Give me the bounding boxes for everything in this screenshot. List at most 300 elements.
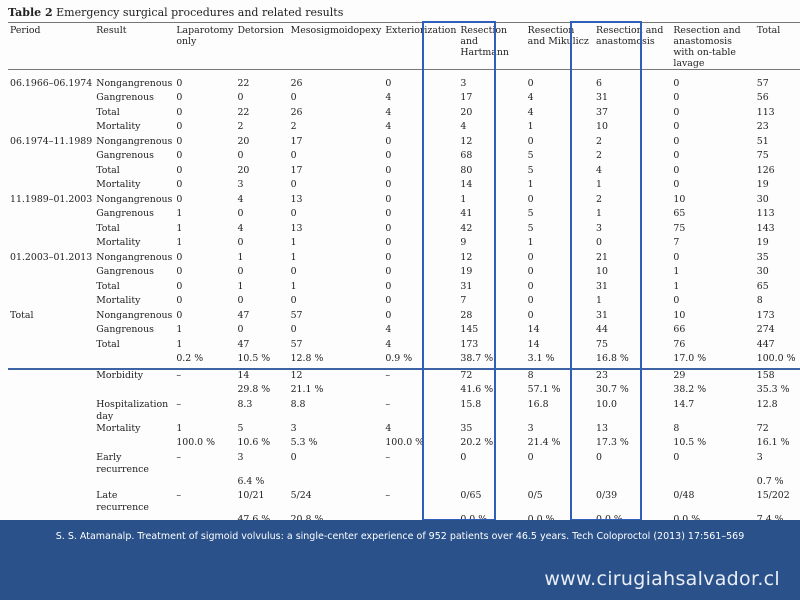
table-cell: 12: [460, 135, 473, 147]
table-cell: 12: [460, 251, 473, 263]
table-cell: [671, 476, 754, 491]
table-cell: Morbidity: [96, 369, 144, 381]
table-cell: 15.8: [460, 398, 482, 410]
table-cell: 0.7 %: [756, 475, 784, 487]
procedures-table: [8, 22, 800, 530]
table-cell: 21.1 %: [290, 384, 324, 395]
table-cell: Total: [96, 338, 120, 350]
table-cell: 1: [176, 338, 183, 350]
table-row: [8, 266, 800, 281]
table-cell: Mortality: [96, 237, 141, 248]
table-cell: [8, 339, 94, 354]
table-cell: [383, 476, 458, 491]
table-cell: 4: [596, 164, 603, 176]
table-row: [8, 295, 800, 310]
table-cell: 0: [673, 451, 680, 463]
table-cell: –: [176, 398, 181, 410]
table-cell: 3: [460, 78, 467, 89]
table-cell: 17: [460, 92, 473, 103]
table-cell: 57: [756, 78, 769, 89]
table-cell: 0: [385, 237, 392, 248]
table-cell: Mortality: [96, 422, 141, 434]
table-cell: 5.3 %: [290, 437, 318, 448]
table-cell: Late recurrence: [96, 490, 149, 513]
table-cell: 0: [527, 451, 534, 463]
table-cell: 9: [460, 237, 467, 248]
table-cell: 0: [673, 150, 680, 161]
table-cell: [8, 92, 94, 107]
table-cell: 17.0 %: [671, 353, 754, 369]
table-cell: 113: [756, 208, 775, 219]
table-cell: 4: [385, 338, 392, 350]
table-cell: 42: [460, 222, 473, 234]
table-cell: 0: [176, 295, 183, 306]
table-cell: 0: [385, 135, 392, 147]
table-cell: 0: [290, 208, 297, 219]
table-cell: 1: [527, 237, 534, 248]
table-cell: 0: [290, 266, 297, 277]
table-cell: 4: [237, 222, 244, 234]
table-cell: 0: [673, 179, 680, 190]
citation-text: S. S. Atamanalp. Treatment of sigmoid volvulus: a single-center experience of 952 patients over 46.5 years. Tech Coloproctol (2013) 17:561–569: [55, 531, 745, 542]
table-cell: [8, 266, 94, 281]
table-cell: [8, 490, 94, 514]
table-cell: 23: [596, 369, 608, 381]
table-cell: 6: [596, 78, 603, 89]
table-cell: 0: [673, 92, 680, 103]
table-row: [8, 237, 800, 252]
table-cell: –: [176, 490, 181, 501]
table-cell: 65: [756, 280, 769, 292]
column-header: Mesosigmoidopexy: [289, 23, 384, 70]
table-cell: 31: [596, 92, 608, 103]
table-cell: –: [385, 451, 391, 463]
table-row: [8, 223, 800, 238]
table-row: [8, 476, 800, 491]
table-cell: 0: [176, 266, 183, 277]
table-cell: 16.1 %: [756, 437, 790, 448]
table-cell: 3.1 %: [526, 353, 594, 369]
table-cell: 0: [385, 295, 392, 306]
table-cell: 22: [237, 106, 250, 118]
table-cell: 1: [460, 193, 467, 205]
table-cell: 100.0 %: [755, 353, 800, 369]
table-cell: 75: [596, 338, 608, 350]
table-cell: 22: [237, 78, 250, 89]
table-cell: 17: [290, 164, 303, 176]
table-cell: 1: [527, 179, 534, 190]
table-row: [8, 353, 800, 369]
table-cell: 75: [673, 222, 686, 234]
table-cell: 30: [756, 266, 769, 277]
table-cell: 0: [527, 78, 534, 89]
table-cell: 76: [673, 338, 686, 350]
table-cell: 0: [176, 106, 183, 118]
table-cell: 35.3 %: [756, 384, 790, 395]
table-row: [8, 252, 800, 267]
table-cell: Total: [96, 222, 120, 234]
table-cell: [8, 399, 94, 423]
table-cell: 0: [385, 164, 392, 176]
table-cell: 01.2003–01.2013: [10, 251, 93, 263]
table-cell: 4: [385, 106, 392, 118]
table-cell: Total: [96, 280, 120, 292]
table-cell: 2: [596, 150, 603, 161]
table-cell: 4: [460, 121, 467, 132]
table-cell: 5: [527, 150, 534, 161]
table-cell: 0: [673, 135, 680, 147]
table-row: [8, 194, 800, 209]
table-cell: 28: [460, 309, 473, 321]
table-cell: 0: [237, 150, 244, 161]
table-row: [8, 179, 800, 194]
table-cell: 14: [527, 338, 540, 350]
table-header-row: [8, 23, 800, 70]
table-cell: –: [176, 451, 181, 463]
table-cell: 4: [385, 92, 392, 103]
footer-bar: [0, 520, 800, 600]
table-cell: [174, 384, 235, 399]
table-cell: 0: [385, 222, 392, 234]
table-cell: 8.8: [290, 398, 306, 410]
table-cell: 0: [673, 295, 680, 306]
table-cell: 5/24: [290, 490, 312, 501]
table-cell: 1: [596, 179, 603, 190]
column-header: Resection and Hartmann: [458, 23, 525, 70]
table-cell: 8: [673, 422, 680, 434]
column-header: Laparotomy only: [174, 23, 235, 70]
table-cell: 80: [460, 164, 473, 176]
table-cell: 0: [237, 208, 244, 219]
column-header: Period: [8, 23, 94, 70]
table-row: [8, 452, 800, 476]
table-cell: 0/65: [460, 490, 482, 501]
table-cell: 158: [756, 369, 775, 381]
table-cell: [8, 384, 94, 399]
table-cell: 8.3: [237, 398, 253, 410]
table-cell: 0: [527, 193, 534, 205]
table-cell: 0: [176, 193, 183, 205]
table-cell: 19: [756, 179, 769, 190]
table-cell: 23: [756, 121, 769, 132]
table-cell: 14.7: [673, 398, 695, 410]
table-cell: [8, 223, 94, 238]
table-cell: Gangrenous: [96, 266, 154, 277]
table-cell: 0: [176, 121, 183, 132]
table-cell: 12.8 %: [289, 353, 384, 369]
table-row: [8, 399, 800, 423]
table-cell: 0: [290, 150, 297, 161]
table-cell: 1: [176, 422, 183, 434]
table-cell: –: [385, 490, 391, 501]
table-cell: 14: [237, 369, 250, 381]
table-cell: Gangrenous: [96, 92, 154, 103]
table-cell: 30: [756, 193, 769, 205]
table-cell: Gangrenous: [96, 150, 154, 161]
table-cell: Total: [96, 164, 120, 176]
table-cell: 35: [756, 251, 769, 263]
table-cell: [8, 324, 94, 339]
table-cell: 0: [385, 251, 392, 263]
table-cell: 0: [176, 92, 183, 103]
table-caption-text: Emergency surgical procedures and related results: [56, 6, 344, 19]
table-cell: 274: [756, 324, 775, 335]
table-cell: [8, 476, 94, 491]
table-cell: 10/21: [237, 490, 265, 501]
table-cell: 3: [237, 179, 244, 190]
table-cell: 1: [527, 121, 534, 132]
table-cell: 1: [290, 280, 297, 292]
table-cell: 0: [385, 179, 392, 190]
table-cell: 1: [673, 266, 680, 277]
table-cell: 0: [527, 251, 534, 263]
table-cell: 0: [385, 280, 392, 292]
table-cell: [94, 476, 174, 491]
table-cell: Gangrenous: [96, 208, 154, 219]
table-cell: 1: [237, 280, 244, 292]
table-cell: 1: [176, 324, 183, 335]
column-header: Resection and anastomosis: [594, 23, 671, 70]
table-cell: 5: [237, 422, 244, 434]
table-cell: [8, 437, 94, 452]
table-cell: 0: [176, 251, 183, 263]
table-cell: [8, 423, 94, 438]
table-cell: 0: [237, 295, 244, 306]
table-cell: 20.2 %: [460, 437, 494, 448]
column-header: Resection and anastomosis with on-table lavage: [671, 23, 754, 70]
table-cell: 06.1974–11.1989: [10, 135, 93, 147]
table-cell: 0/5: [527, 490, 543, 501]
table-cell: 0: [673, 251, 680, 263]
table-cell: 3: [596, 222, 603, 234]
table-cell: 2: [237, 121, 244, 132]
table-cell: 0: [527, 266, 534, 277]
table-cell: 26: [290, 106, 303, 118]
table-cell: 20: [460, 106, 473, 118]
table-cell: Nongangrenous: [96, 309, 173, 321]
table-cell: Nongangrenous: [96, 193, 173, 205]
table-cell: [8, 165, 94, 180]
table-cell: 72: [460, 369, 473, 381]
table-cell: 0: [176, 135, 183, 147]
table-cell: 1: [176, 208, 183, 219]
table-cell: 7: [460, 295, 467, 306]
table-row: [8, 92, 800, 107]
table-cell: 17: [290, 135, 303, 147]
table-cell: 14: [527, 324, 540, 335]
table-cell: Hospitalization day: [96, 398, 169, 422]
table-cell: 0: [290, 451, 297, 463]
table-cell: 75: [756, 150, 769, 161]
table-cell: Mortality: [96, 295, 141, 306]
table-cell: Total: [10, 309, 34, 321]
table-cell: [94, 353, 174, 369]
table-cell: [8, 237, 94, 252]
table-cell: 11.1989–01.2003: [10, 193, 93, 205]
table-cell: 3: [527, 422, 534, 434]
table-cell: 57.1 %: [527, 384, 561, 395]
table-cell: 0: [673, 121, 680, 132]
table-cell: 1: [176, 237, 183, 248]
table-row: [8, 369, 800, 385]
table-cell: 12: [290, 369, 303, 381]
table-cell: Nongangrenous: [96, 251, 173, 263]
table-cell: 47: [237, 338, 250, 350]
table-cell: 0: [237, 266, 244, 277]
table-cell: 38.2 %: [673, 384, 707, 395]
table-cell: Total: [96, 106, 120, 118]
table-cell: 126: [756, 164, 775, 176]
table-row: [8, 339, 800, 354]
table-cell: 13: [596, 422, 608, 434]
table-cell: 72: [756, 422, 769, 434]
table-cell: 31: [596, 309, 608, 321]
table-cell: 0: [237, 324, 244, 335]
table-cell: 4: [237, 193, 244, 205]
table-cell: 0: [385, 208, 392, 219]
table-row: [8, 70, 800, 93]
table-cell: 35: [460, 422, 473, 434]
website-url: www.cirugiahsalvador.cl: [544, 568, 780, 590]
table-cell: 14: [460, 179, 473, 190]
table-cell: [8, 121, 94, 136]
table-cell: 10: [673, 309, 686, 321]
table-cell: 47: [237, 309, 250, 321]
table-cell: 2: [290, 121, 297, 132]
table-row: [8, 310, 800, 325]
table-cell: 0/39: [596, 490, 618, 501]
table-cell: 10.0: [596, 398, 617, 410]
table-cell: 31: [596, 280, 608, 292]
table-cell: [8, 208, 94, 223]
table-cell: 19: [460, 266, 473, 277]
table-cell: Mortality: [96, 121, 141, 132]
table-cell: 0: [385, 309, 392, 321]
table-cell: 2: [596, 135, 603, 147]
table-cell: 6.4 %: [237, 475, 265, 487]
table-cell: 0: [176, 78, 183, 89]
table-cell: 0: [527, 135, 534, 147]
table-cell: 10: [596, 266, 608, 277]
table-cell: [383, 384, 458, 399]
table-cell: 21: [596, 251, 608, 263]
table-cell: 16.8 %: [594, 353, 671, 369]
column-header: Total: [755, 23, 800, 70]
table-cell: 15/202: [756, 490, 790, 501]
table-cell: 1: [290, 251, 297, 263]
table-cell: 0: [385, 193, 392, 205]
table-cell: 10: [596, 121, 608, 132]
table-cell: [289, 476, 384, 491]
table-cell: 1: [596, 208, 603, 219]
table-cell: 68: [460, 150, 473, 161]
table-cell: 0: [673, 106, 680, 118]
table-cell: [8, 452, 94, 476]
table-row: [8, 324, 800, 339]
table-cell: 13: [290, 193, 303, 205]
table-cell: 0: [596, 237, 603, 248]
table-cell: 0: [176, 179, 183, 190]
table-row: [8, 208, 800, 223]
table-cell: 19: [756, 237, 769, 248]
table-cell: 31: [460, 280, 473, 292]
table-cell: [174, 476, 235, 491]
table-cell: 173: [756, 309, 775, 321]
table-cell: [94, 437, 174, 452]
table-cell: 17.3 %: [596, 437, 629, 448]
table-cell: 0: [176, 280, 183, 292]
column-header: Detorsion: [235, 23, 288, 70]
table-row: [8, 490, 800, 514]
table-cell: 1: [237, 251, 244, 263]
table-cell: 20: [237, 135, 250, 147]
table-cell: 10.6 %: [237, 437, 271, 448]
table-cell: 06.1966–06.1974: [10, 78, 93, 89]
table-row: [8, 107, 800, 122]
table-cell: 10.5 %: [235, 353, 288, 369]
table-row: [8, 281, 800, 296]
table-cell: 0/48: [673, 490, 695, 501]
table-cell: Nongangrenous: [96, 78, 173, 89]
column-header: Exteriorization: [383, 23, 458, 70]
table-cell: 0: [673, 164, 680, 176]
table-cell: [8, 107, 94, 122]
table-cell: 5: [527, 222, 534, 234]
table-cell: 30.7 %: [596, 384, 629, 395]
table-cell: 29: [673, 369, 686, 381]
table-cell: 37: [596, 106, 608, 118]
table-cell: 26: [290, 78, 303, 89]
table-row: [8, 150, 800, 165]
table-cell: 0: [527, 309, 534, 321]
table-cell: 0: [176, 164, 183, 176]
table-cell: 1: [673, 280, 680, 292]
table-cell: 1: [290, 237, 297, 248]
table-cell: 1: [596, 295, 603, 306]
table-row: [8, 423, 800, 438]
table-cell: 0: [673, 78, 680, 89]
table-cell: 0: [290, 324, 297, 335]
table-cell: 0: [176, 150, 183, 161]
table-caption-label: Table 2: [8, 6, 53, 19]
table-cell: 20: [237, 164, 250, 176]
table-cell: 66: [673, 324, 686, 335]
table-row: [8, 121, 800, 136]
table-cell: [594, 476, 671, 491]
table-cell: 0: [237, 92, 244, 103]
table-cell: Gangrenous: [96, 324, 154, 335]
table-cell: [8, 353, 94, 369]
table-cell: 29.8 %: [237, 384, 271, 395]
table-cell: 3: [237, 451, 244, 463]
table-cell: Early recurrence: [96, 451, 149, 475]
table-cell: 12.8: [756, 398, 778, 410]
table-caption: [8, 6, 343, 19]
table-cell: 0.2 %: [174, 353, 235, 369]
table-cell: 5: [527, 164, 534, 176]
table-cell: 1: [176, 222, 183, 234]
table-cell: 21.4 %: [527, 437, 561, 448]
table-cell: 4: [385, 324, 392, 335]
table-row: [8, 384, 800, 399]
table-cell: [94, 384, 174, 399]
table-cell: 16.8: [527, 398, 549, 410]
table-cell: 8: [527, 369, 534, 381]
table-cell: 113: [756, 106, 775, 118]
table-cell: 3: [756, 451, 763, 463]
table-cell: 5: [527, 208, 534, 219]
table-cell: [8, 150, 94, 165]
